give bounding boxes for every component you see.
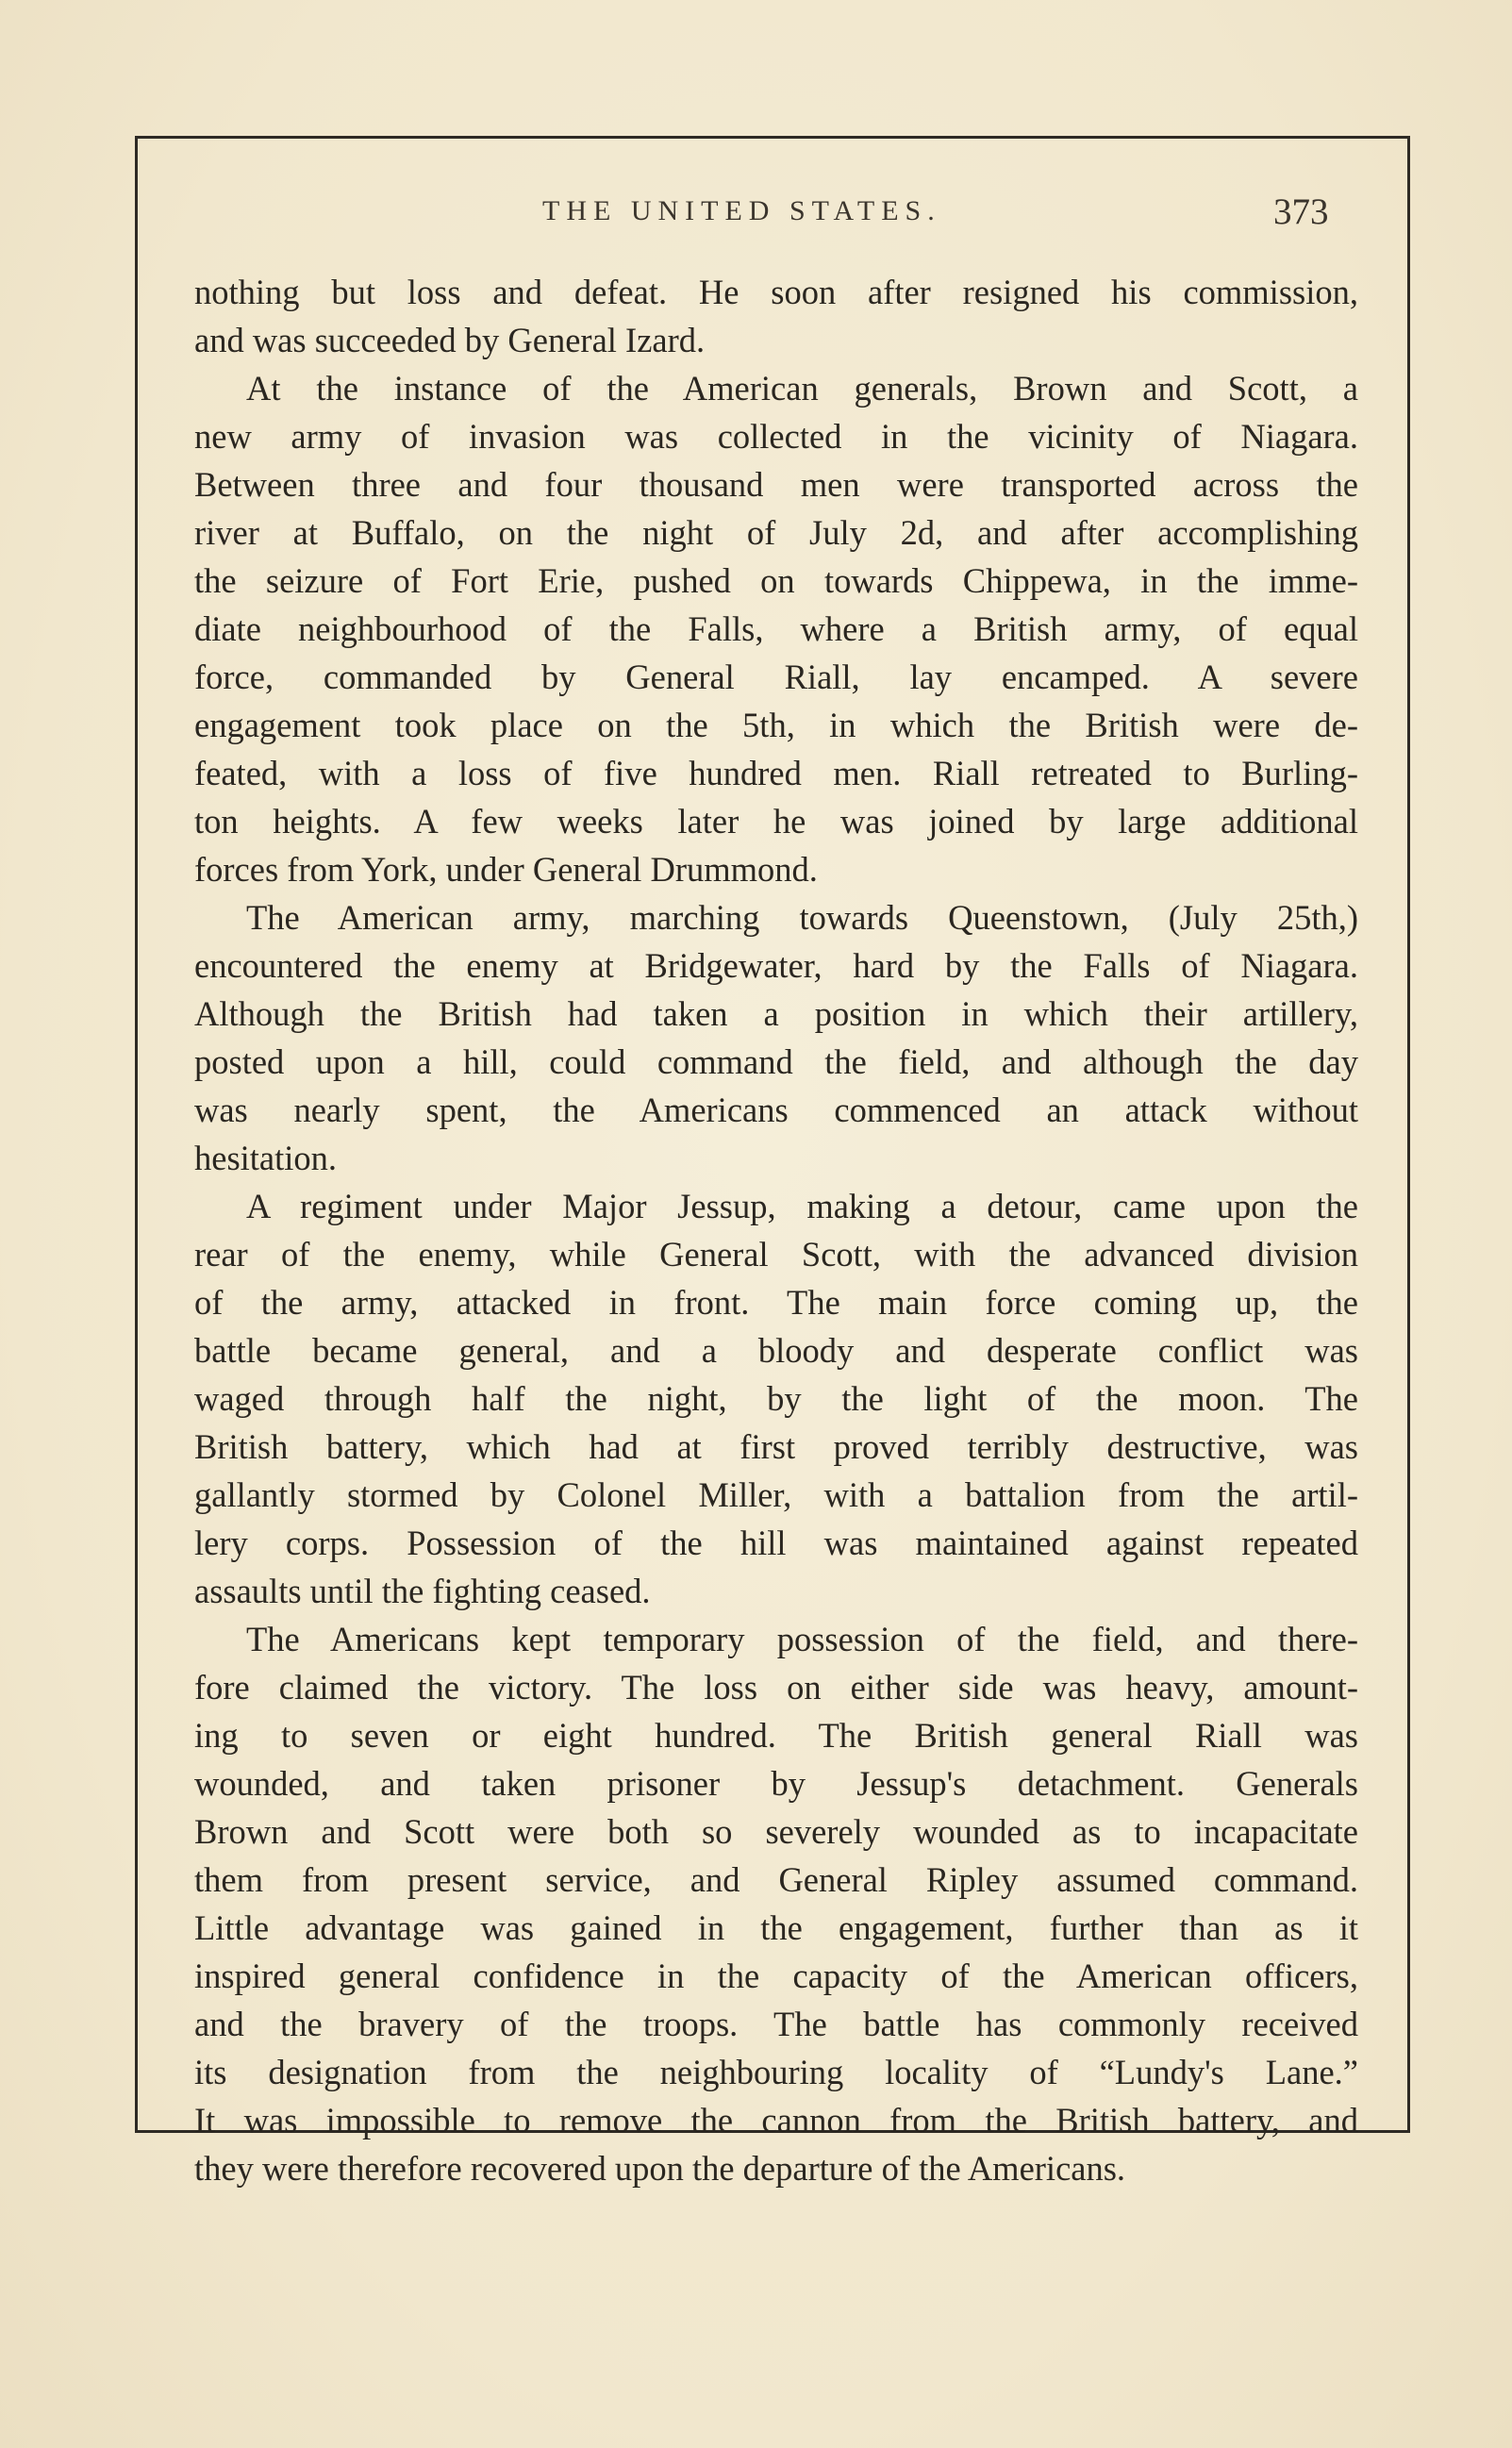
text-line: The American army, marching towards Queenstown, (July 25th,) [246, 898, 1358, 937]
running-head-title: THE UNITED STATES. [542, 195, 941, 226]
text-line: river at Buffalo, on the night of July 2d, and after accomplishing [194, 513, 1358, 552]
text-line: them from present service, and General Ripley assumed command. [194, 1860, 1358, 1899]
text-line: new army of invasion was collected in the vicinity of Niagara. [194, 417, 1358, 456]
page-number: 373 [1273, 192, 1329, 232]
body-text [194, 268, 1358, 2192]
text-line: and was succeeded by General Izard. [194, 321, 706, 359]
text-line: ing to seven or eight hundred. The British general Riall was [194, 1716, 1358, 1755]
text-line: diate neighbourhood of the Falls, where a British army, of equal [194, 609, 1358, 648]
text-line: inspired general confidence in the capacity of the American officers, [194, 1957, 1358, 1995]
text-line: feated, with a loss of five hundred men. Riall retreated to Burling- [194, 754, 1358, 792]
text-line: The Americans kept temporary possession of the field, and there- [246, 1620, 1358, 1658]
text-line: assaults until the fighting ceased. [194, 1572, 651, 1610]
text-line: Although the British had taken a position in which their artillery, [194, 994, 1358, 1033]
text-line: It was impossible to remove the cannon from the British battery, and [194, 2101, 1358, 2140]
text-line: ton heights. A few weeks later he was joined by large additional [194, 802, 1358, 841]
text-line: rear of the enemy, while General Scott, with the advanced division [194, 1235, 1358, 1274]
text-line: engagement took place on the 5th, in which the British were de- [194, 706, 1358, 744]
text-line: and the bravery of the troops. The battle has commonly received [194, 2005, 1358, 2043]
text-line: of the army, attacked in front. The main force coming up, the [194, 1283, 1358, 1322]
text-line: forces from York, under General Drummond. [194, 850, 818, 889]
text-line: Between three and four thousand men were transported across the [194, 465, 1358, 504]
text-line: fore claimed the victory. The loss on either side was heavy, amount- [194, 1668, 1358, 1707]
text-line: Brown and Scott were both so severely wounded as to incapacitate [194, 1812, 1358, 1851]
text-line: waged through half the night, by the light of the moon. The [194, 1379, 1358, 1418]
text-line: lery corps. Possession of the hill was maintained against repeated [194, 1524, 1358, 1562]
text-line: wounded, and taken prisoner by Jessup's detachment. Generals [194, 1764, 1358, 1803]
text-line: battle became general, and a bloody and desperate conflict was [194, 1331, 1358, 1370]
text-line: British battery, which had at first proved terribly destructive, was [194, 1427, 1358, 1466]
text-line: A regiment under Major Jessup, making a detour, came upon the [246, 1187, 1358, 1225]
text-line: was nearly spent, the Americans commenced an attack without [194, 1091, 1358, 1129]
text-line: nothing but loss and defeat. He soon after resigned his commission, [194, 273, 1358, 311]
text-line: hesitation. [194, 1139, 338, 1177]
text-line: Little advantage was gained in the engagement, further than as it [194, 1908, 1358, 1947]
text-line: encountered the enemy at Bridgewater, hard by the Falls of Niagara. [194, 946, 1358, 985]
text-line: its designation from the neighbouring locality of “Lundy's Lane.” [194, 2053, 1358, 2091]
text-line: they were therefore recovered upon the departure of the Americans. [194, 2149, 1126, 2188]
text-line: force, commanded by General Riall, lay encamped. A severe [194, 658, 1358, 696]
text-line: gallantly stormed by Colonel Miller, with a battalion from the artil- [194, 1475, 1358, 1514]
text-line: the seizure of Fort Erie, pushed on towards Chippewa, in the imme- [194, 561, 1358, 600]
text-line: At the instance of the American generals, Brown and Scott, a [246, 369, 1358, 408]
text-line: posted upon a hill, could command the field, and although the day [194, 1042, 1358, 1081]
